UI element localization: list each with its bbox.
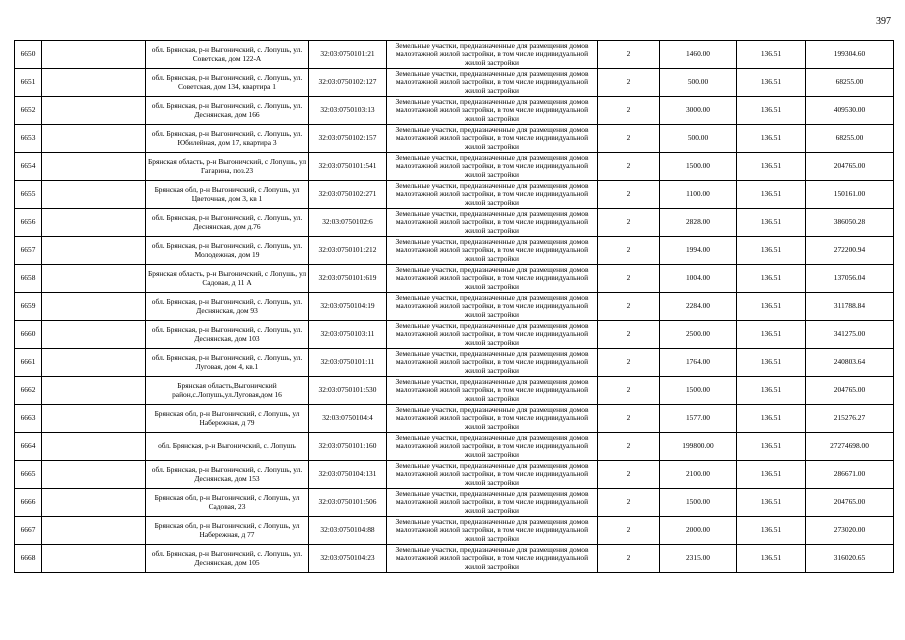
- cadastral-value-cell: 272200.94: [806, 237, 894, 265]
- cadastral-value-cell: 68255.00: [806, 125, 894, 153]
- address-cell: обл. Брянская, р-н Выгоничский, с. Лопушь, ул. Деснянская, дом 93: [146, 293, 309, 321]
- blank-cell: [42, 377, 146, 405]
- category-code-cell: 2: [598, 293, 660, 321]
- cadastral-value-cell: 68255.00: [806, 69, 894, 97]
- rate-cell: 136.51: [737, 433, 806, 461]
- cadastral-number-cell: 32:03:0750104:88: [309, 517, 387, 545]
- rate-cell: 136.51: [737, 321, 806, 349]
- address-cell: Брянская обл, р-н Выгоничский, с Лопушь, ул Набережная, д 79: [146, 405, 309, 433]
- address-cell: Брянская обл, р-н Выгоничский, с Лопушь, ул Набережная, д 77: [146, 517, 309, 545]
- cadastral-number-cell: 32:03:0750103:13: [309, 97, 387, 125]
- category-code-cell: 2: [598, 69, 660, 97]
- table-row: [15, 461, 894, 489]
- area-cell: 1100.00: [660, 181, 737, 209]
- rate-cell: 136.51: [737, 153, 806, 181]
- row-number-cell: 6652: [15, 97, 42, 125]
- table-row: [15, 237, 894, 265]
- address-cell: обл. Брянская, р-н Выгоничский, с. Лопушь, ул. Деснянская, дом 105: [146, 545, 309, 573]
- rate-cell: 136.51: [737, 237, 806, 265]
- area-cell: 199800.00: [660, 433, 737, 461]
- row-number-cell: 6665: [15, 461, 42, 489]
- cadastral-number-cell: 32:03:0750102:127: [309, 69, 387, 97]
- table-row: [15, 433, 894, 461]
- row-number-cell: 6656: [15, 209, 42, 237]
- address-cell: Брянская область, р-н Выгоничский, с Лопушь, ул Садовая, д 11 А: [146, 265, 309, 293]
- area-cell: 2000.00: [660, 517, 737, 545]
- area-cell: 2284.00: [660, 293, 737, 321]
- rate-cell: 136.51: [737, 125, 806, 153]
- row-number-cell: 6666: [15, 489, 42, 517]
- row-number-cell: 6655: [15, 181, 42, 209]
- area-cell: 2828.00: [660, 209, 737, 237]
- category-code-cell: 2: [598, 517, 660, 545]
- category-code-cell: 2: [598, 209, 660, 237]
- blank-cell: [42, 545, 146, 573]
- address-cell: обл. Брянская, р-н Выгоничский, с. Лопушь, ул. Деснянская, дом 153: [146, 461, 309, 489]
- cadastral-number-cell: 32:03:0750104:131: [309, 461, 387, 489]
- table-row: [15, 153, 894, 181]
- category-code-cell: 2: [598, 41, 660, 69]
- blank-cell: [42, 69, 146, 97]
- row-number-cell: 6662: [15, 377, 42, 405]
- category-code-cell: 2: [598, 461, 660, 489]
- table-row: [15, 489, 894, 517]
- table-row: [15, 377, 894, 405]
- area-cell: 1577.00: [660, 405, 737, 433]
- table-row: [15, 517, 894, 545]
- blank-cell: [42, 517, 146, 545]
- cadastral-value-cell: 273020.00: [806, 517, 894, 545]
- category-code-cell: 2: [598, 349, 660, 377]
- land-use-cell: Земельные участки, предназначенные для размещения домов малоэтажной жилой застройки, в том числе индивидуальной жилой застройки: [387, 545, 598, 573]
- rate-cell: 136.51: [737, 293, 806, 321]
- address-cell: обл. Брянская, р-н Выгоничский, с. Лопушь, ул. Юбилейная, дом 17, квартира 3: [146, 125, 309, 153]
- row-number-cell: 6651: [15, 69, 42, 97]
- row-number-cell: 6668: [15, 545, 42, 573]
- cadastral-value-cell: 204765.00: [806, 489, 894, 517]
- row-number-cell: 6658: [15, 265, 42, 293]
- rate-cell: 136.51: [737, 209, 806, 237]
- land-use-cell: Земельные участки, предназначенные для размещения домов малоэтажной жилой застройки, в том числе индивидуальной жилой застройки: [387, 265, 598, 293]
- cadastral-value-cell: 215276.27: [806, 405, 894, 433]
- table-row: [15, 41, 894, 69]
- address-cell: Брянская обл, р-н Выгоничский, с Лопушь, ул Цветочная, дом 3, кв 1: [146, 181, 309, 209]
- cadastral-number-cell: 32:03:0750104:19: [309, 293, 387, 321]
- area-cell: 1500.00: [660, 153, 737, 181]
- rate-cell: 136.51: [737, 265, 806, 293]
- cadastral-number-cell: 32:03:0750101:160: [309, 433, 387, 461]
- area-cell: 2315.00: [660, 545, 737, 573]
- land-use-cell: Земельные участки, предназначенные для размещения домов малоэтажной жилой застройки, в том числе индивидуальной жилой застройки: [387, 517, 598, 545]
- category-code-cell: 2: [598, 153, 660, 181]
- area-cell: 1500.00: [660, 489, 737, 517]
- category-code-cell: 2: [598, 181, 660, 209]
- land-use-cell: Земельные участки, предназначенные для размещения домов малоэтажной жилой застройки, в том числе индивидуальной жилой застройки: [387, 377, 598, 405]
- blank-cell: [42, 237, 146, 265]
- area-cell: 2500.00: [660, 321, 737, 349]
- cadastral-number-cell: 32:03:0750102:157: [309, 125, 387, 153]
- cadastral-value-cell: 409530.00: [806, 97, 894, 125]
- land-use-cell: Земельные участки, предназначенные для размещения домов малоэтажной жилой застройки, в том числе индивидуальной жилой застройки: [387, 293, 598, 321]
- rate-cell: 136.51: [737, 349, 806, 377]
- cadastral-value-cell: 150161.00: [806, 181, 894, 209]
- row-number-cell: 6659: [15, 293, 42, 321]
- land-use-cell: Земельные участки, предназначенные для размещения домов малоэтажной жилой застройки, в том числе индивидуальной жилой застройки: [387, 433, 598, 461]
- land-use-cell: Земельные участки, предназначенные для размещения домов малоэтажной жилой застройки, в том числе индивидуальной жилой застройки: [387, 153, 598, 181]
- table-row: [15, 69, 894, 97]
- address-cell: обл. Брянская, р-н Выгоничский, с. Лопушь, ул. Деснянская, дом 103: [146, 321, 309, 349]
- category-code-cell: 2: [598, 433, 660, 461]
- blank-cell: [42, 405, 146, 433]
- cadastral-value-cell: 27274698.00: [806, 433, 894, 461]
- row-number-cell: 6654: [15, 153, 42, 181]
- address-cell: Брянская область,Выгоничский район,с.Лопушь,ул.Луговая,дом 16: [146, 377, 309, 405]
- cadastral-value-cell: 311788.84: [806, 293, 894, 321]
- cadastral-value-cell: 240803.64: [806, 349, 894, 377]
- category-code-cell: 2: [598, 489, 660, 517]
- category-code-cell: 2: [598, 265, 660, 293]
- cadastral-value-cell: 286671.00: [806, 461, 894, 489]
- area-cell: 500.00: [660, 125, 737, 153]
- area-cell: 2100.00: [660, 461, 737, 489]
- area-cell: 1500.00: [660, 377, 737, 405]
- address-cell: обл. Брянская, р-н Выгоничский, с. Лопушь, ул. Молодежная, дом 19: [146, 237, 309, 265]
- land-registry-table: [14, 40, 894, 573]
- rate-cell: 136.51: [737, 377, 806, 405]
- land-use-cell: Земельные участки, предназначенные для размещения домов малоэтажной жилой застройки, в том числе индивидуальной жилой застройки: [387, 41, 598, 69]
- area-cell: 1764.00: [660, 349, 737, 377]
- blank-cell: [42, 97, 146, 125]
- land-use-cell: Земельные участки, предназначенные для размещения домов малоэтажной жилой застройки, в том числе индивидуальной жилой застройки: [387, 405, 598, 433]
- cadastral-value-cell: 199304.60: [806, 41, 894, 69]
- blank-cell: [42, 321, 146, 349]
- cadastral-value-cell: 341275.00: [806, 321, 894, 349]
- area-cell: 1004.00: [660, 265, 737, 293]
- land-use-cell: Земельные участки, предназначенные для размещения домов малоэтажной жилой застройки, в том числе индивидуальной жилой застройки: [387, 321, 598, 349]
- category-code-cell: 2: [598, 377, 660, 405]
- cadastral-number-cell: 32:03:0750101:212: [309, 237, 387, 265]
- cadastral-number-cell: 32:03:0750101:541: [309, 153, 387, 181]
- cadastral-value-cell: 204765.00: [806, 377, 894, 405]
- cadastral-number-cell: 32:03:0750102:6: [309, 209, 387, 237]
- blank-cell: [42, 461, 146, 489]
- row-number-cell: 6663: [15, 405, 42, 433]
- table-body: [15, 41, 894, 573]
- land-use-cell: Земельные участки, предназначенные для размещения домов малоэтажной жилой застройки, в том числе индивидуальной жилой застройки: [387, 237, 598, 265]
- category-code-cell: 2: [598, 125, 660, 153]
- blank-cell: [42, 41, 146, 69]
- address-cell: обл. Брянская, р-н Выгоничский, с. Лопушь: [146, 433, 309, 461]
- table-row: [15, 125, 894, 153]
- cadastral-number-cell: 32:03:0750103:11: [309, 321, 387, 349]
- rate-cell: 136.51: [737, 517, 806, 545]
- table-row: [15, 405, 894, 433]
- address-cell: обл. Брянская, р-н Выгоничский, с. Лопушь, ул. Советская, дом 122-А: [146, 41, 309, 69]
- cadastral-number-cell: 32:03:0750101:11: [309, 349, 387, 377]
- cadastral-number-cell: 32:03:0750101:619: [309, 265, 387, 293]
- blank-cell: [42, 181, 146, 209]
- land-use-cell: Земельные участки, предназначенные для размещения домов малоэтажной жилой застройки, в том числе индивидуальной жилой застройки: [387, 209, 598, 237]
- cadastral-value-cell: 386050.28: [806, 209, 894, 237]
- land-use-cell: Земельные участки, предназначенные для размещения домов малоэтажной жилой застройки, в том числе индивидуальной жилой застройки: [387, 69, 598, 97]
- row-number-cell: 6661: [15, 349, 42, 377]
- land-use-cell: Земельные участки, предназначенные для размещения домов малоэтажной жилой застройки, в том числе индивидуальной жилой застройки: [387, 125, 598, 153]
- blank-cell: [42, 265, 146, 293]
- table-row: [15, 545, 894, 573]
- land-use-cell: Земельные участки, предназначенные для размещения домов малоэтажной жилой застройки, в том числе индивидуальной жилой застройки: [387, 461, 598, 489]
- rate-cell: 136.51: [737, 97, 806, 125]
- blank-cell: [42, 125, 146, 153]
- category-code-cell: 2: [598, 405, 660, 433]
- rate-cell: 136.51: [737, 545, 806, 573]
- category-code-cell: 2: [598, 321, 660, 349]
- category-code-cell: 2: [598, 237, 660, 265]
- table-row: [15, 265, 894, 293]
- land-use-cell: Земельные участки, предназначенные для размещения домов малоэтажной жилой застройки, в том числе индивидуальной жилой застройки: [387, 181, 598, 209]
- rate-cell: 136.51: [737, 69, 806, 97]
- cadastral-value-cell: 204765.00: [806, 153, 894, 181]
- table-row: [15, 209, 894, 237]
- rate-cell: 136.51: [737, 461, 806, 489]
- table-row: [15, 321, 894, 349]
- blank-cell: [42, 349, 146, 377]
- cadastral-number-cell: 32:03:0750104:4: [309, 405, 387, 433]
- address-cell: обл. Брянская, р-н Выгоничский, с. Лопушь, ул. Деснянская, дом д.76: [146, 209, 309, 237]
- cadastral-value-cell: 316020.65: [806, 545, 894, 573]
- area-cell: 500.00: [660, 69, 737, 97]
- rate-cell: 136.51: [737, 489, 806, 517]
- table-row: [15, 181, 894, 209]
- address-cell: обл. Брянская, р-н Выгоничский, с. Лопушь, ул. Деснянская, дом 166: [146, 97, 309, 125]
- cadastral-number-cell: 32:03:0750101:21: [309, 41, 387, 69]
- row-number-cell: 6664: [15, 433, 42, 461]
- category-code-cell: 2: [598, 545, 660, 573]
- land-use-cell: Земельные участки, предназначенные для размещения домов малоэтажной жилой застройки, в том числе индивидуальной жилой застройки: [387, 489, 598, 517]
- rate-cell: 136.51: [737, 405, 806, 433]
- page-number: 397: [876, 16, 891, 27]
- blank-cell: [42, 209, 146, 237]
- table-row: [15, 293, 894, 321]
- row-number-cell: 6650: [15, 41, 42, 69]
- cadastral-number-cell: 32:03:0750104:23: [309, 545, 387, 573]
- row-number-cell: 6653: [15, 125, 42, 153]
- rate-cell: 136.51: [737, 41, 806, 69]
- land-use-cell: Земельные участки, предназначенные для размещения домов малоэтажной жилой застройки, в том числе индивидуальной жилой застройки: [387, 97, 598, 125]
- address-cell: обл. Брянская, р-н Выгоничский, с. Лопушь, ул. Луговая, дом 4, кв.1: [146, 349, 309, 377]
- blank-cell: [42, 489, 146, 517]
- blank-cell: [42, 293, 146, 321]
- cadastral-number-cell: 32:03:0750102:271: [309, 181, 387, 209]
- cadastral-number-cell: 32:03:0750101:506: [309, 489, 387, 517]
- blank-cell: [42, 153, 146, 181]
- row-number-cell: 6667: [15, 517, 42, 545]
- blank-cell: [42, 433, 146, 461]
- address-cell: Брянская обл, р-н Выгоничский, с Лопушь, ул Садовая, 23: [146, 489, 309, 517]
- area-cell: 3000.00: [660, 97, 737, 125]
- address-cell: обл. Брянская, р-н Выгоничский, с. Лопушь, ул. Советская, дом 134, квартира 1: [146, 69, 309, 97]
- area-cell: 1994.00: [660, 237, 737, 265]
- rate-cell: 136.51: [737, 181, 806, 209]
- address-cell: Брянская область, р-н Выгоничский, с Лопушь, ул Гагарина, поз.23: [146, 153, 309, 181]
- area-cell: 1460.00: [660, 41, 737, 69]
- cadastral-value-cell: 137056.04: [806, 265, 894, 293]
- table-row: [15, 97, 894, 125]
- land-use-cell: Земельные участки, предназначенные для размещения домов малоэтажной жилой застройки, в том числе индивидуальной жилой застройки: [387, 349, 598, 377]
- row-number-cell: 6660: [15, 321, 42, 349]
- row-number-cell: 6657: [15, 237, 42, 265]
- cadastral-number-cell: 32:03:0750101:530: [309, 377, 387, 405]
- category-code-cell: 2: [598, 97, 660, 125]
- table-row: [15, 349, 894, 377]
